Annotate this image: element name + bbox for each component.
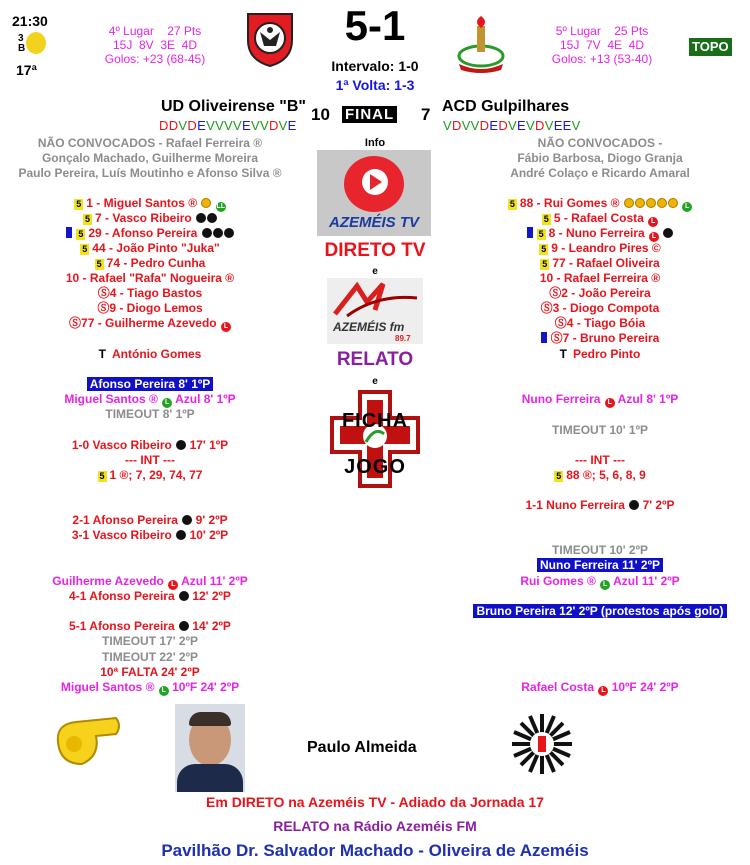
home-player-4: 5 44 - João Pinto "Juka" <box>82 241 220 255</box>
away-crest-icon <box>453 14 509 74</box>
form-result: E <box>517 118 527 133</box>
form-result: V <box>206 118 216 133</box>
form-result: V <box>470 118 480 133</box>
away-nc-line1: Fábio Barbosa, Diogo Granja <box>517 151 683 165</box>
away-not-called <box>450 136 750 181</box>
home-event-7: 2-1 Afonso Pereira 9' 2ºP <box>72 513 228 527</box>
home-record: 15J 8V 3E 4D <box>112 38 198 52</box>
form-result: V <box>508 118 518 133</box>
form-result: D <box>479 118 490 133</box>
form-result: V <box>443 118 452 133</box>
away-event-6: TIMEOUT 10' 2ºP <box>552 543 648 557</box>
away-player-1: 5 88 - Rui Gomes ® L <box>450 196 750 212</box>
away-nc-title: NÃO CONVOCADOS - <box>537 136 663 150</box>
home-player-6: 10 - Rafael "Rafa" Nogueira ® <box>65 271 235 285</box>
home-nc-line2: Paulo Pereira, Luís Moutinho e Afonso Silva ® <box>18 166 282 180</box>
league-badge-icon <box>18 32 46 58</box>
away-team-name: ACD Gulpilhares <box>442 98 570 115</box>
away-player-6: 10 - Rafael Ferreira ® <box>539 271 661 285</box>
form-result: E <box>197 118 207 133</box>
form-result: V <box>251 118 260 133</box>
green-card-icon: L <box>682 202 692 212</box>
referee-name: Paulo Almeida <box>307 739 417 756</box>
form-result: V <box>461 118 471 133</box>
home-player-3: 5 29 - Afonso Pereira <box>0 226 300 241</box>
away-event-8: Rui Gomes ® L Azul 11' 2ºP <box>520 574 680 588</box>
home-event-5: --- INT --- <box>125 453 175 467</box>
home-event-4: 1-0 Vasco Ribeiro 17' 1ºP <box>71 438 229 452</box>
home-event-2: Miguel Santos ® L Azul 8' 1ºP <box>64 392 236 406</box>
form-result: V <box>259 118 269 133</box>
footer-radio: RELATO na Rádio Azeméis FM <box>273 818 477 834</box>
referee-photo <box>175 704 245 792</box>
away-player-8: Ⓢ3 - Diogo Compota <box>540 301 660 315</box>
away-event-3: --- INT --- <box>575 453 625 467</box>
blue-card-icon <box>66 227 72 238</box>
away-player-3: 5 8 - Nuno Ferreira L <box>450 226 750 242</box>
azemeis-fm-logo[interactable] <box>327 278 423 344</box>
home-not-called <box>0 136 300 181</box>
relato-label: RELATO <box>336 349 414 370</box>
form-result: D <box>268 118 279 133</box>
away-pos: 5º Lugar <box>555 24 601 38</box>
home-player-2: 5 7 - Vasco Ribeiro <box>0 211 300 226</box>
home-form <box>159 118 297 133</box>
home-player-8: Ⓢ9 - Diogo Lemos <box>97 301 203 315</box>
away-player-10: Ⓢ7 - Bruno Pereira <box>450 331 750 346</box>
away-event-9: Bruno Pereira 12' 2ºP (protestos após golo) <box>450 604 750 619</box>
form-result: D <box>535 118 545 133</box>
home-nc-title: NÃO CONVOCADOS - Rafael Ferreira ® <box>37 136 263 150</box>
league-badge-text: 3B <box>18 33 26 54</box>
home-pos: 4º Lugar <box>108 24 154 38</box>
whistle-icon <box>50 712 124 772</box>
form-result: E <box>553 118 563 133</box>
home-event-14: 10ª FALTA 24' 2ºP <box>100 665 200 679</box>
yellow-card-icon <box>201 198 211 208</box>
away-player-9: Ⓢ4 - Tiago Bóia <box>554 316 646 330</box>
form-result: D <box>451 118 462 133</box>
home-crest-icon <box>244 10 296 68</box>
form-result: V <box>526 118 535 133</box>
home-coach: T António Gomes <box>98 347 202 361</box>
away-event-1: Nuno Ferreira L Azul 8' 1ºP <box>521 392 679 406</box>
away-fouls: 7 <box>421 105 431 124</box>
goal-icon <box>213 228 223 238</box>
home-player-5: 5 74 - Pedro Cunha <box>96 256 206 270</box>
green-card-icon: LL <box>216 203 226 210</box>
status-badge: FINAL <box>342 106 397 123</box>
goal-icon <box>224 228 234 238</box>
home-event-12: TIMEOUT 17' 2ºP <box>102 634 198 648</box>
home-event-3: TIMEOUT 8' 1ºP <box>105 407 195 421</box>
fm-freq-text: 89.7 <box>395 334 411 343</box>
form-result: D <box>187 118 198 133</box>
info-label: Info <box>364 137 386 149</box>
home-player-7: Ⓢ4 - Tiago Bastos <box>97 286 203 300</box>
home-team-name: UD Oliveirense "B" <box>161 98 306 115</box>
away-player-2: 5 5 - Rafael Costa L <box>450 211 750 227</box>
and-label-1: e <box>372 266 378 277</box>
tv-logo-text: AZEMÉIS TV <box>328 214 419 231</box>
away-event-5: 1-1 Nuno Ferreira 7' 2ºP <box>525 498 675 512</box>
form-result: V <box>278 118 288 133</box>
home-event-8: 3-1 Vasco Ribeiro 10' 2ºP <box>71 528 229 542</box>
home-event-1: Afonso Pereira 8' 1ºP <box>0 377 300 392</box>
form-result: D <box>498 118 509 133</box>
form-result: D <box>168 118 179 133</box>
away-nc-line2: André Colaço e Ricardo Amaral <box>510 166 690 180</box>
footer-broadcast: Em DIRETO na Azeméis TV - Adiado da Jornada 17 <box>206 794 544 810</box>
form-result: D <box>159 118 169 133</box>
ficha-jogo-logo[interactable] <box>322 390 428 492</box>
form-result: V <box>178 118 188 133</box>
footer-venue: Pavilhão Dr. Salvador Machado - Oliveira de Azeméis <box>161 841 589 860</box>
azemeis-tv-logo[interactable] <box>317 150 431 236</box>
goal-icon <box>202 228 212 238</box>
form-result: E <box>562 118 572 133</box>
away-event-2: TIMEOUT 10' 1ºP <box>552 423 648 437</box>
topo-button[interactable]: TOPO <box>689 38 732 56</box>
home-pts: 27 Pts <box>167 24 202 38</box>
referee-association-icon <box>510 712 574 776</box>
goal-icon <box>207 213 217 223</box>
goal-icon <box>196 213 206 223</box>
away-form <box>443 118 581 133</box>
direto-tv-label: DIRETO TV <box>324 240 426 261</box>
home-event-15: Miguel Santos ® L 10ºF 24' 2ºP <box>60 680 240 694</box>
home-player-9: Ⓢ77 - Guilherme Azevedo L <box>0 316 300 332</box>
home-nc-line1: Gonçalo Machado, Guilherme Moreira <box>41 151 259 165</box>
home-fouls: 10 <box>311 105 330 124</box>
away-coach: T Pedro Pinto <box>559 347 641 361</box>
form-result: E <box>287 118 297 133</box>
home-event-6: 5 1 ®; 7, 29, 74, 77 <box>99 468 203 482</box>
halftime-score: Intervalo: 1-0 <box>331 58 419 74</box>
and-label-2: e <box>372 376 378 387</box>
match-time: 21:30 <box>12 13 48 29</box>
away-player-4: 5 9 - Leandro Pires © <box>541 241 661 255</box>
ficha-text: FICHA <box>341 410 409 432</box>
away-pts: 25 Pts <box>614 24 649 38</box>
away-player-7: Ⓢ2 - João Pereira <box>549 286 651 300</box>
form-result: V <box>544 118 554 133</box>
away-event-10: Rafael Costa L 10ºF 24' 2ºP <box>521 680 679 694</box>
first-leg-score: 1ª Volta: 1-3 <box>335 77 415 93</box>
home-position <box>75 24 235 66</box>
form-result: V <box>215 118 225 133</box>
away-position <box>522 24 682 66</box>
home-event-11: 5-1 Afonso Pereira 14' 2ºP <box>69 619 231 633</box>
home-goals: Golos: +23 (68-45) <box>104 52 206 66</box>
home-event-13: TIMEOUT 22' 2ºP <box>102 650 198 664</box>
fm-wave-icon <box>327 280 423 320</box>
form-result: E <box>489 118 499 133</box>
away-goals: Golos: +13 (53-40) <box>551 52 653 66</box>
form-result: V <box>233 118 243 133</box>
away-record: 15J 7V 4E 4D <box>559 38 645 52</box>
form-result: E <box>242 118 251 133</box>
away-player-5: 5 77 - Rafael Oliveira <box>542 256 660 270</box>
fm-logo-text: AZEMÉIS fm <box>333 320 405 334</box>
red-card-icon: L <box>221 322 231 332</box>
score: 5-1 <box>344 2 406 49</box>
form-result: V <box>571 118 581 133</box>
league-position: 17ª <box>16 62 37 78</box>
home-event-9: Guilherme Azevedo L Azul 11' 2ºP <box>52 574 248 588</box>
form-result: V <box>224 118 234 133</box>
home-player-1: 5 1 - Miguel Santos ® LL <box>76 196 226 210</box>
away-event-7: Nuno Ferreira 11' 2ºP <box>450 558 750 573</box>
jogo-text: JOGO <box>344 456 406 478</box>
home-event-10: 4-1 Afonso Pereira 12' 2ºP <box>69 589 231 603</box>
away-event-4: 5 88 ®; 5, 6, 8, 9 <box>556 468 646 482</box>
